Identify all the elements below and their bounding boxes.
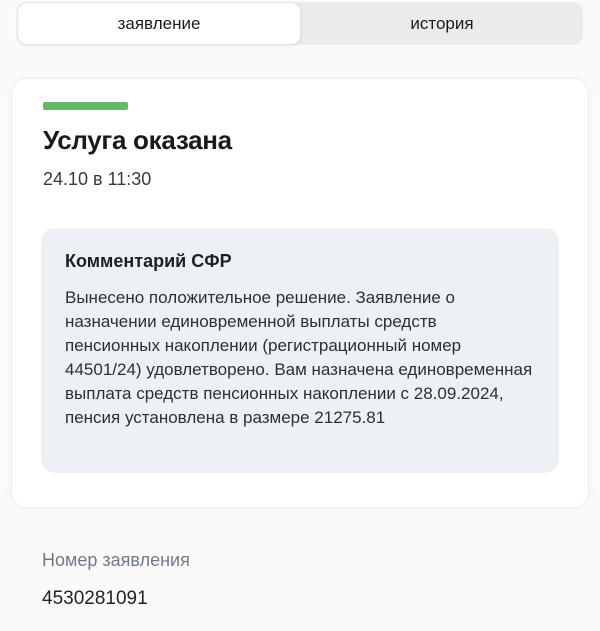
comment-title: Комментарий СФР [65, 251, 232, 271]
status-title: Услуга оказана [43, 125, 232, 155]
status-datetime: 24.10 в 11:30 [43, 169, 152, 189]
tab-istoriya[interactable]: история [410, 13, 474, 33]
segmented-control [17, 2, 583, 45]
application-number-label: Номер заявления [42, 550, 190, 570]
tab-zayavlenie[interactable]: заявление [17, 2, 301, 45]
comment-body: Вынесено положительное решение. Заявление о назначении единовременной выплаты средств пенсионных накоплении (регистрационный номер 44501/24) удовлетворено. Вам назначена единовременная выплата средств пенсионных накоплении с 28.09.2024, пенсия установлена в размере 21275.81 [65, 288, 533, 427]
status-progress-bar [43, 102, 128, 110]
application-number-value: 4530281091 [42, 588, 148, 609]
status-card [11, 78, 589, 508]
sfr-comment-box [41, 228, 559, 473]
